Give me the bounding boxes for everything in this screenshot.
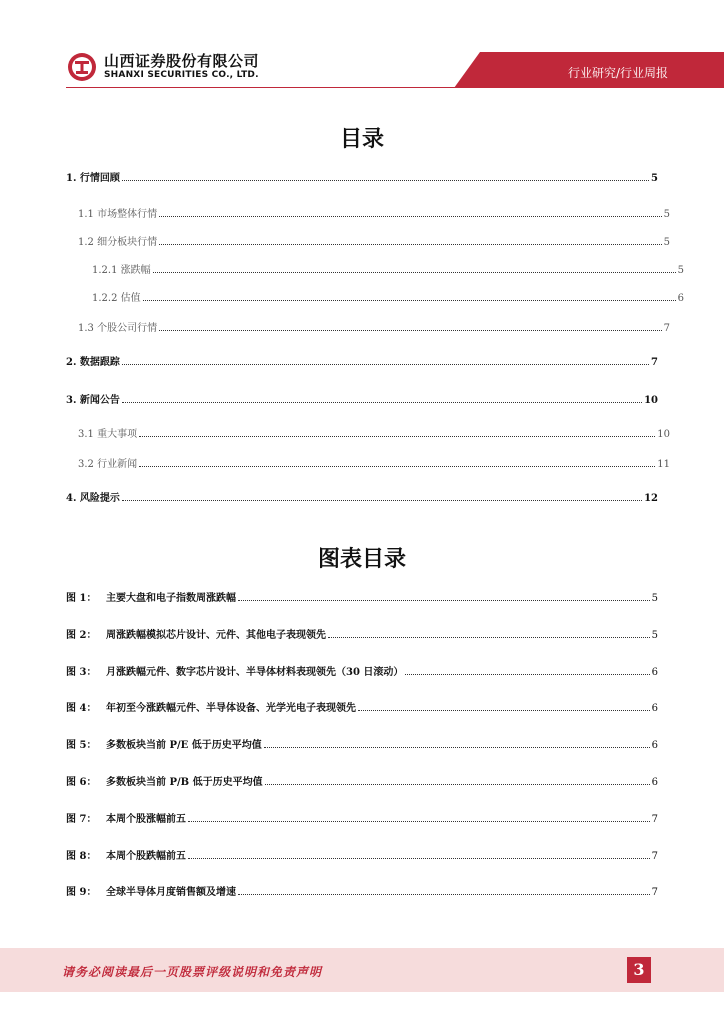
figure-caption: 本周个股跌幅前五 bbox=[106, 850, 186, 862]
figure-entry[interactable] bbox=[66, 662, 658, 678]
dot-leader bbox=[143, 300, 676, 301]
figure-caption: 主要大盘和电子指数周涨跌幅 bbox=[106, 593, 236, 604]
figure-caption: 多数板块当前 P/E 低于历史平均值 bbox=[106, 740, 262, 752]
figure-number: 图 7： bbox=[66, 813, 97, 825]
figure-entry[interactable] bbox=[66, 882, 658, 898]
dot-leader bbox=[122, 500, 642, 501]
dot-leader bbox=[238, 600, 650, 601]
toc-entry-label: 1.2.2 估值 bbox=[92, 293, 141, 304]
toc-entry-page: 7 bbox=[663, 323, 670, 334]
figure-number: 图 9： bbox=[66, 887, 97, 899]
company-logo-icon bbox=[67, 52, 97, 82]
figure-entry-label bbox=[66, 699, 356, 714]
toc-entry-label: 2. 数据跟踪 bbox=[66, 357, 120, 368]
figure-caption: 周涨跌幅模拟芯片设计、元件、其他电子表现领先 bbox=[106, 629, 326, 641]
dot-leader bbox=[188, 821, 650, 822]
dot-leader bbox=[139, 466, 655, 467]
toc-entry-label: 1.1 市场整体行情 bbox=[78, 209, 158, 220]
toc-entry[interactable] bbox=[66, 232, 670, 248]
company-name-cn: 山西证券股份有限公司 bbox=[104, 52, 260, 70]
toc-entry-page: 10 bbox=[644, 395, 658, 406]
page-number: 3 bbox=[627, 957, 651, 983]
figure-entry-page: 7 bbox=[651, 887, 658, 899]
toc-entry[interactable] bbox=[66, 390, 658, 406]
figure-entry-label bbox=[66, 810, 186, 825]
figure-entry-page: 7 bbox=[651, 850, 658, 862]
report-type: 行业研究/行业周报 bbox=[567, 66, 668, 80]
figure-entry-page: 6 bbox=[651, 703, 658, 715]
toc-entry-page: 5 bbox=[663, 237, 670, 248]
dot-leader bbox=[139, 436, 655, 437]
toc-entry-page: 5 bbox=[677, 265, 684, 276]
toc-entry-label: 3.2 行业新闻 bbox=[78, 459, 138, 470]
figure-entry-page: 5 bbox=[651, 629, 658, 641]
figure-number: 图 1： bbox=[66, 593, 97, 604]
toc-entry-label: 4. 风险提示 bbox=[66, 493, 120, 504]
figure-entry[interactable] bbox=[66, 772, 658, 788]
figure-entry-page: 5 bbox=[651, 593, 658, 604]
figure-caption: 年初至今涨跌幅元件、半导体设备、光学光电子表现领先 bbox=[106, 703, 356, 715]
figure-entry-label bbox=[66, 589, 236, 604]
toc-entry-label: 3. 新闻公告 bbox=[66, 395, 120, 406]
figure-entry[interactable] bbox=[66, 588, 658, 604]
toc-entry-page: 7 bbox=[651, 357, 658, 368]
dot-leader bbox=[122, 180, 649, 181]
figure-number: 图 6： bbox=[66, 777, 97, 788]
toc-entry-page: 6 bbox=[677, 293, 684, 304]
dot-leader bbox=[159, 330, 662, 331]
dot-leader bbox=[264, 747, 650, 748]
figure-number: 图 2： bbox=[66, 629, 97, 641]
figure-entry[interactable] bbox=[66, 846, 658, 862]
figure-entry[interactable] bbox=[66, 698, 658, 714]
figure-number: 图 4： bbox=[66, 703, 97, 715]
dot-leader bbox=[265, 784, 650, 785]
figure-entry[interactable] bbox=[66, 735, 658, 751]
figure-caption: 全球半导体月度销售额及增速 bbox=[106, 887, 236, 899]
page-header bbox=[0, 0, 724, 100]
toc-entry[interactable] bbox=[66, 454, 670, 470]
dot-leader bbox=[405, 674, 649, 675]
dot-leader bbox=[328, 637, 650, 638]
toc-entry-label: 1.2.1 涨跌幅 bbox=[92, 265, 151, 276]
toc-entry-page: 5 bbox=[663, 209, 670, 220]
figure-entry-page: 6 bbox=[651, 666, 658, 678]
toc-entry[interactable] bbox=[66, 488, 658, 504]
header-divider bbox=[66, 87, 724, 88]
figure-entry-page: 6 bbox=[651, 777, 658, 788]
toc-entry[interactable] bbox=[66, 318, 670, 334]
dot-leader bbox=[159, 244, 662, 245]
toc-entry-page: 5 bbox=[651, 173, 658, 184]
figure-caption: 本周个股涨幅前五 bbox=[106, 813, 186, 825]
toc-title: 目录 bbox=[339, 127, 384, 152]
toc-entry-label: 1.3 个股公司行情 bbox=[78, 323, 158, 334]
toc-entry[interactable] bbox=[66, 288, 684, 304]
figure-caption: 月涨跌幅元件、数字芯片设计、半导体材料表现领先（30 日滚动） bbox=[106, 666, 404, 678]
figures-title: 图表目录 bbox=[317, 547, 406, 572]
figure-number: 图 8： bbox=[66, 850, 97, 862]
dot-leader bbox=[122, 402, 642, 403]
figure-entry[interactable] bbox=[66, 625, 658, 641]
toc-entry[interactable] bbox=[66, 352, 658, 368]
figure-entry-label bbox=[66, 847, 186, 862]
company-name-en: SHANXI SECURITIES CO., LTD. bbox=[104, 70, 259, 80]
figure-number: 图 5： bbox=[66, 740, 97, 752]
figure-entry-label bbox=[66, 883, 236, 898]
dot-leader bbox=[238, 894, 650, 895]
figure-entry[interactable] bbox=[66, 809, 658, 825]
figure-entry-label bbox=[66, 626, 326, 641]
toc-entry-page: 12 bbox=[644, 493, 658, 504]
toc-entry[interactable] bbox=[66, 204, 670, 220]
toc-entry-page: 10 bbox=[657, 429, 670, 440]
toc-entry-label: 1.2 细分板块行情 bbox=[78, 237, 158, 248]
figure-number: 图 3： bbox=[66, 666, 97, 678]
footer-disclaimer: 请务必阅读最后一页股票评级说明和免责声明 bbox=[62, 965, 323, 979]
toc-entry-label: 3.1 重大事项 bbox=[78, 429, 138, 440]
figure-entry-label bbox=[66, 773, 263, 788]
dot-leader bbox=[358, 710, 650, 711]
dot-leader bbox=[159, 216, 662, 217]
toc-entry-label: 1. 行情回顾 bbox=[66, 173, 120, 184]
figure-entry-label bbox=[66, 663, 403, 678]
dot-leader bbox=[153, 272, 676, 273]
figure-entry-page: 7 bbox=[651, 813, 658, 825]
figure-entry-page: 6 bbox=[651, 740, 658, 752]
figure-entry-label bbox=[66, 736, 262, 751]
figure-caption: 多数板块当前 P/B 低于历史平均值 bbox=[106, 777, 263, 788]
toc-entry-page: 11 bbox=[657, 459, 670, 470]
dot-leader bbox=[188, 858, 650, 859]
toc-entry[interactable] bbox=[66, 260, 684, 276]
toc-entry[interactable] bbox=[66, 168, 658, 184]
toc-entry[interactable] bbox=[66, 424, 670, 440]
dot-leader bbox=[122, 364, 649, 365]
